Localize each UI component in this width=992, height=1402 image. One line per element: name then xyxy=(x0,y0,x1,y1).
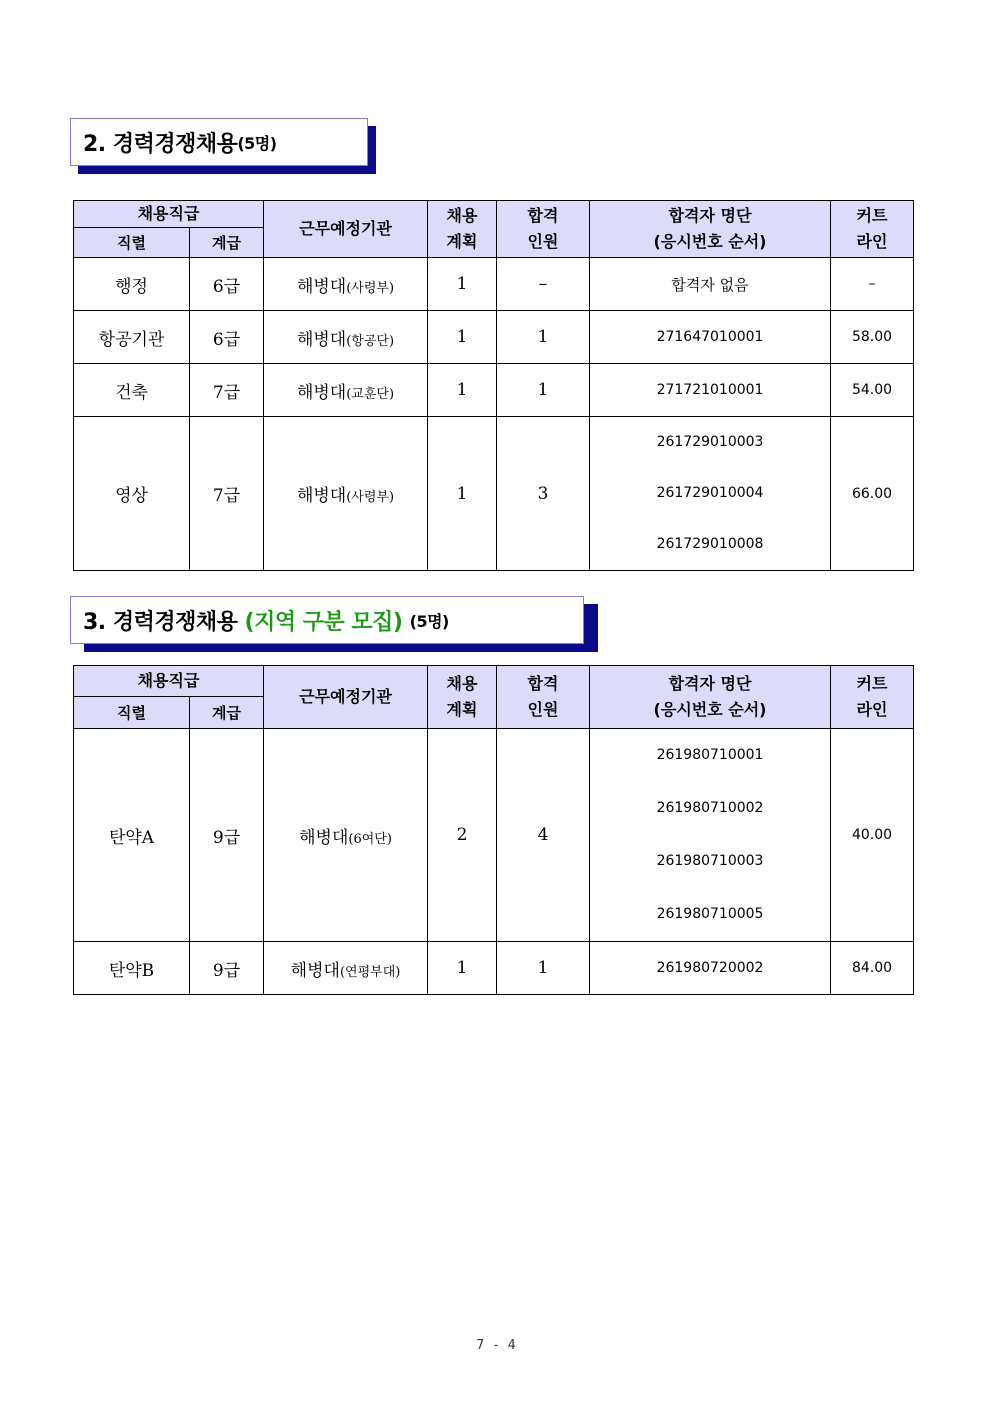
page-number: 7 - 4 xyxy=(476,1338,516,1353)
applicant-number: 271721010001 xyxy=(656,382,764,398)
org-sub: (사령부) xyxy=(346,280,395,296)
header-plan-l1: 채용 xyxy=(446,206,478,225)
cell-cutline: 54.00 xyxy=(831,364,914,417)
header-plan xyxy=(428,666,497,729)
applicant-number: 261980710003 xyxy=(656,853,764,869)
cell-rank: 항공기관 xyxy=(74,311,190,364)
cell-passed: 1 xyxy=(497,942,590,995)
org-sub: (사령부) xyxy=(346,490,395,505)
org-name: 해병대 xyxy=(296,486,347,506)
org-name: 해병대 xyxy=(296,276,347,297)
table-row xyxy=(74,417,914,571)
title-box xyxy=(70,118,368,166)
cell-cutline: 58.00 xyxy=(831,311,914,364)
header-group: 채용직급 xyxy=(74,666,264,697)
cell-org xyxy=(264,417,428,571)
section2-table xyxy=(73,200,914,571)
table-row xyxy=(74,729,914,942)
cell-numbers xyxy=(590,417,831,571)
header-cutline-l2: 라인 xyxy=(856,700,888,719)
applicant-number: 261980710001 xyxy=(656,747,764,763)
header-passed-l2: 인원 xyxy=(527,700,559,719)
cell-passed: 1 xyxy=(497,311,590,364)
applicant-number: 271647010001 xyxy=(656,329,764,345)
cell-numbers xyxy=(590,364,831,417)
cell-plan: 1 xyxy=(428,417,497,571)
cell-grade: 6급 xyxy=(190,258,264,311)
cell-plan: 2 xyxy=(428,729,497,942)
org-sub: (6여단) xyxy=(348,831,392,847)
header-list-l2: (응시번호 순서) xyxy=(653,232,767,251)
org-name: 해병대 xyxy=(296,329,347,350)
header-list-l1: 합격자 명단 xyxy=(668,206,752,225)
org-sub: (항공단) xyxy=(346,333,395,349)
header-cutline xyxy=(831,666,914,729)
header-cutline-l2: 라인 xyxy=(856,232,888,251)
header-cutline-l1: 커트 xyxy=(856,206,888,225)
cell-passed: – xyxy=(497,258,590,311)
header-org: 근무예정기관 xyxy=(264,201,428,258)
header-rank: 직렬 xyxy=(74,697,190,729)
org-sub: (연평부대) xyxy=(339,964,401,980)
cell-rank: 건축 xyxy=(74,364,190,417)
cell-org xyxy=(264,729,428,942)
cell-grade: 7급 xyxy=(190,417,264,571)
header-cutline xyxy=(831,201,914,258)
org-name: 해병대 xyxy=(299,827,349,848)
cell-numbers xyxy=(590,258,831,311)
title-box xyxy=(70,596,584,644)
cell-passed: 1 xyxy=(497,364,590,417)
header-group: 채용직급 xyxy=(74,201,264,228)
applicant-number: 261729010003 xyxy=(656,434,764,450)
header-passed xyxy=(497,201,590,258)
title-main: 3. 경력경쟁채용 xyxy=(83,609,238,635)
section2-title xyxy=(70,118,376,174)
cell-grade: 6급 xyxy=(190,311,264,364)
header-passed-l1: 합격 xyxy=(527,674,559,693)
header-rank: 직렬 xyxy=(74,228,190,258)
applicant-number: 261729010004 xyxy=(656,485,764,501)
cell-rank: 탄약A xyxy=(74,729,190,942)
org-name: 해병대 xyxy=(290,960,340,981)
org-sub: (교훈단) xyxy=(346,386,395,402)
cell-plan: 1 xyxy=(428,364,497,417)
cell-cutline: 40.00 xyxy=(831,729,914,942)
header-plan-l2: 계획 xyxy=(446,700,478,719)
cell-cutline: 84.00 xyxy=(831,942,914,995)
applicant-number: 261729010008 xyxy=(656,536,764,552)
cell-org xyxy=(264,258,428,311)
org-name: 해병대 xyxy=(296,382,347,403)
cell-org xyxy=(264,364,428,417)
header-cutline-l1: 커트 xyxy=(856,674,888,693)
cell-numbers xyxy=(590,311,831,364)
table-row xyxy=(74,364,914,417)
header-passed-l2: 인원 xyxy=(527,232,559,251)
header-list xyxy=(590,666,831,729)
applicant-number: 261980720002 xyxy=(656,960,764,976)
table-row xyxy=(74,942,914,995)
cell-org xyxy=(264,311,428,364)
title-count: (5명) xyxy=(237,133,277,153)
header-grade: 계급 xyxy=(190,697,264,729)
header-passed xyxy=(497,666,590,729)
header-grade: 계급 xyxy=(190,228,264,258)
cell-org xyxy=(264,942,428,995)
cell-plan: 1 xyxy=(428,258,497,311)
cell-cutline: – xyxy=(831,258,914,311)
applicant-number: 합격자 없음 xyxy=(671,275,749,294)
cell-rank: 탄약B xyxy=(74,942,190,995)
table-row xyxy=(74,258,914,311)
header-plan xyxy=(428,201,497,258)
header-list-l1: 합격자 명단 xyxy=(668,674,752,693)
cell-rank: 행정 xyxy=(74,258,190,311)
cell-cutline: 66.00 xyxy=(831,417,914,571)
title-region: (지역 구분 모집) xyxy=(244,609,403,635)
section3-title xyxy=(70,596,598,652)
table-row xyxy=(74,311,914,364)
section3-table xyxy=(73,665,914,995)
cell-grade: 9급 xyxy=(190,729,264,942)
header-list xyxy=(590,201,831,258)
title-count: (5명) xyxy=(409,611,449,631)
header-org: 근무예정기관 xyxy=(264,666,428,729)
cell-grade: 9급 xyxy=(190,942,264,995)
applicant-number: 261980710005 xyxy=(656,906,764,922)
header-plan-l1: 채용 xyxy=(446,674,478,693)
header-plan-l2: 계획 xyxy=(446,232,478,251)
cell-plan: 1 xyxy=(428,942,497,995)
cell-passed: 3 xyxy=(497,417,590,571)
cell-numbers xyxy=(590,729,831,942)
cell-plan: 1 xyxy=(428,311,497,364)
cell-rank: 영상 xyxy=(74,417,190,571)
title-main: 2. 경력경쟁채용 xyxy=(83,131,238,157)
applicant-number: 261980710002 xyxy=(656,800,764,816)
header-list-l2: (응시번호 순서) xyxy=(653,700,767,719)
cell-passed: 4 xyxy=(497,729,590,942)
cell-grade: 7급 xyxy=(190,364,264,417)
cell-numbers xyxy=(590,942,831,995)
header-passed-l1: 합격 xyxy=(527,206,559,225)
